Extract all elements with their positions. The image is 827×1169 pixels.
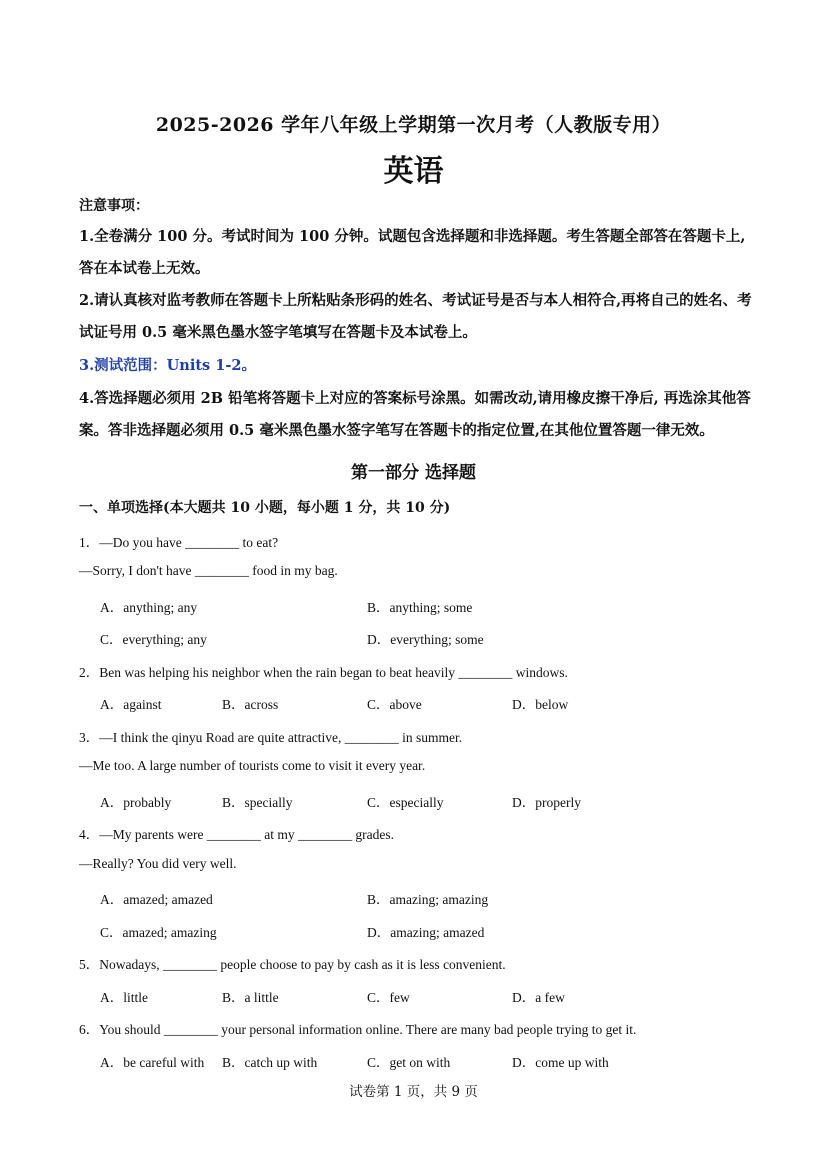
question-3-line-2: —Me too. A large number of tourists come to visit it every year.	[79, 758, 426, 773]
question-3-line-1: 3．—I think the qinyu Road are quite attractive, ________ in summer.	[79, 730, 463, 745]
question-5-option-c: C．few	[367, 990, 410, 1005]
question-6-option-d: D．come up with	[512, 1055, 609, 1070]
question-6-option-c: C．get on with	[367, 1055, 451, 1070]
question-2-line-1: 2．Ben was helping his neighbor when the rain began to beat heavily ________ windows.	[79, 665, 568, 680]
question-2-option-b: B．across	[222, 697, 279, 712]
question-4-option-d: D．amazing; amazed	[367, 925, 485, 940]
notes-heading: 注意事项：	[79, 198, 149, 214]
question-3-option-d: D．properly	[512, 795, 581, 810]
question-2-option-a: A．against	[100, 697, 162, 712]
question-4-line-1: 4．—My parents were ________ at my ________ grades.	[79, 827, 394, 842]
note-1: 1.全卷满分 100 分。考试时间为 100 分钟。试题包含选择题和非选择题。考生答题全部答在答题卡上, 答在本试卷上无效。	[79, 228, 746, 277]
exam-title: 2025-2026 学年八年级上学期第一次月考（人教版专用）	[155, 114, 672, 136]
page-footer: 试卷第 1 页，共 9 页	[349, 1084, 478, 1100]
question-3-option-b: B．specially	[222, 795, 293, 810]
note-3: 3.测试范围：Units 1-2。	[79, 357, 256, 374]
question-5-option-a: A．little	[100, 990, 148, 1005]
question-1-line-2: —Sorry, I don't have ________ food in my bag.	[79, 563, 338, 578]
question-6-option-b: B．catch up with	[222, 1055, 318, 1070]
question-6-option-a: A．be careful with	[100, 1055, 205, 1070]
question-1-option-c: C．everything; any	[100, 632, 207, 647]
question-5-line-1: 5．Nowadays, ________ people choose to pay by cash as it is less convenient.	[79, 957, 506, 972]
section-title: 第一部分 选择题	[351, 463, 476, 483]
question-2-option-d: D．below	[512, 697, 569, 712]
question-1-option-d: D．everything; some	[367, 632, 484, 647]
question-2-option-c: C．above	[367, 697, 422, 712]
question-5-option-b: B．a little	[222, 990, 279, 1005]
question-4-option-c: C．amazed; amazing	[100, 925, 217, 940]
subject-title: 英语	[383, 154, 444, 189]
question-1-option-b: B．anything; some	[367, 600, 473, 615]
question-6-line-1: 6．You should ________ your personal information online. There are many bad people trying to get it.	[79, 1022, 637, 1037]
question-3-option-c: C．especially	[367, 795, 444, 810]
question-3-option-a: A．probably	[100, 795, 172, 810]
question-4-line-2: —Really? You did very well.	[79, 856, 237, 871]
note-4: 4.答选择题必须用 2B 铅笔将答题卡上对应的答案标号涂黑。如需改动,请用橡皮擦干净后, 再选涂其他答案。答非选择题必须用 0.5 毫米黑色墨水签字笔写在答题卡的指定位置,在其他位置答题一律无效。	[79, 390, 751, 439]
question-1-option-a: A．anything; any	[100, 600, 198, 615]
question-1-line-1: 1．—Do you have ________ to eat?	[79, 535, 279, 550]
note-2: 2.请认真核对监考教师在答题卡上所粘贴条形码的姓名、考试证号是否与本人相符合,再将自己的姓名、考试证号用 0.5 毫米黑色墨水签字笔填写在答题卡及本试卷上。	[79, 292, 752, 341]
question-4-option-b: B．amazing; amazing	[367, 892, 489, 907]
question-4-option-a: A．amazed; amazed	[100, 892, 213, 907]
part-heading: 一、单项选择(本大题共 10 小题，每小题 1 分，共 10 分)	[79, 500, 451, 516]
question-5-option-d: D．a few	[512, 990, 565, 1005]
